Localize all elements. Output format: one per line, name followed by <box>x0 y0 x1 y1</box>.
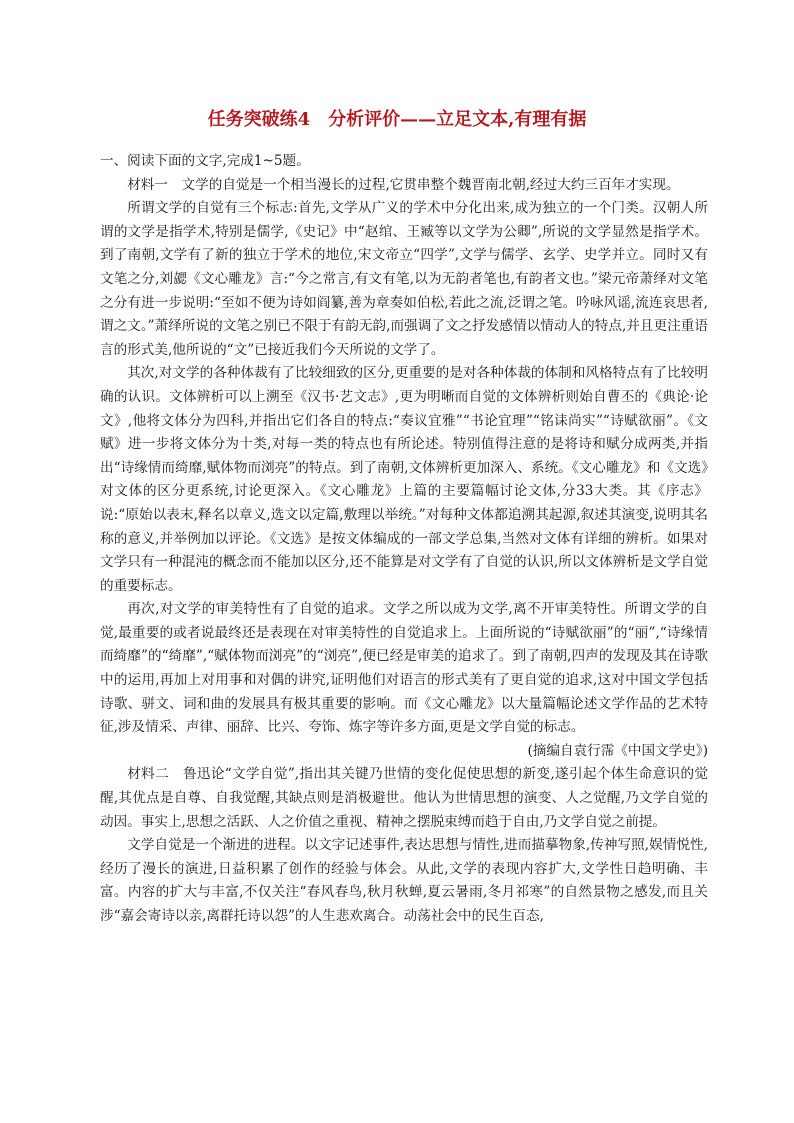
material1-paragraph-3: 其次,对文学的各种体裁有了比较细致的区分,更重要的是对各种体裁的体制和风格特点有了比较明确的认识。文体辨析可以上溯至《汉书·艺文志》,更为明晰而自觉的文体辨析则始自曹丕的《典论·论文》,他将文体分为四科,并指出它们各自的特点:“奏议宜雅”“书论宜理”“铭诔尚实”“诗赋欲丽”。《文赋》进一步将文体分为十类,对每一类的特点也有所论述。特别值得注意的是将诗和赋分成两类,并指出“诗缘情而绮靡,赋体物而浏亮”的特点。到了南朝,文体辨析更加深入、系统。《文心雕龙》和《文选》对文体的区分更系统,讨论更深入。《文心雕龙》上篇的主要篇幅讨论文体,分33大类。其《序志》说:“原始以表末,释名以章义,选文以定篇,敷理以举统。”对每种文体都追溯其起源,叙述其演变,说明其名称的意义,并举例加以评论。《文选》是按文体编成的一部文学总集,当然对文体有详细的辨析。如果对文学只有一种混沌的概念而不能加以区分,还不能算是对文学有了自觉的认识,所以文体辨析是文学自觉的重要标志。 <box>100 365 708 594</box>
material1-source: (摘编自袁行霈《中国文学史》) <box>527 742 708 759</box>
question-instruction: 一、阅读下面的文字,完成1~5题。 <box>100 153 310 169</box>
material1-paragraph-4: 再次,对文学的审美特性有了自觉的追求。文学之所以成为文学,离不开审美特性。所谓文学的自觉,最重要的或者说最终还是表现在对审美特性的自觉追求上。上面所说的“诗赋欲丽”的“丽”,“诗缘情而绮靡”的“绮靡”,“赋体物而浏亮”的“浏亮”,便已经是审美的追求了。到了南朝,四声的发现及其在诗歌中的运用,再加上对用事和对偶的讲究,证明他们对语言的形式美有了更自觉的追求,这对中国文学包括诗歌、骈文、词和曲的发展具有极其重要的影响。而《文心雕龙》以大量篇幅论述文学作品的艺术特征,涉及情采、声律、丽辞、比兴、夸饰、炼字等许多方面,更是文学自觉的标志。 <box>100 601 708 736</box>
material1-paragraph-1: 材料一 文学的自觉是一个相当漫长的过程,它贯串整个魏晋南北朝,经过大约三百年才实现。 <box>127 176 680 193</box>
material2-paragraph-2: 文学自觉是一个渐进的进程。以文字记述事件,表达思想与情性,进而描摹物象,传神写照,娱情悦性,经历了漫长的演进,日益积累了创作的经验与体会。从此,文学的表现内容扩大,文学性日趋明确、丰富。内容的扩大与丰富,不仅关注“春风春鸟,秋月秋蝉,夏云暑雨,冬月祁寒”的自然景物之感发,而且关涉“嘉会寄诗以亲,离群托诗以怨”的人生悲欢离合。动荡社会中的民生百态, <box>100 837 708 924</box>
document-body <box>100 150 708 929</box>
page-title: 任务突破练4 分析评价——立足文本,有理有据 <box>207 109 587 130</box>
material1-paragraph-2: 所谓文学的自觉有三个标志:首先,文学从广义的学术中分化出来,成为独立的一个门类。汉朝人所谓的文学是指学术,特别是儒学,《史记》中“赵绾、王臧等以文学为公卿”,所说的文学显然是指学术。到了南朝,文学有了新的独立于学术的地位,宋文帝立“四学”,文学与儒学、玄学、史学并立。同时又有文笔之分,刘勰《文心雕龙》言:“今之常言,有文有笔,以为无韵者笔也,有韵者文也。”梁元帝萧绎对文笔之分有进一步说明:“至如不便为诗如阎纂,善为章奏如伯松,若此之流,泛谓之笔。吟咏风谣,流连哀思者,谓之文。”萧绎所说的文笔之别已不限于有韵无韵,而强调了文之抒发感情以情动人的特点,并且更注重语言的形式美,他所说的“文”已接近我们今天所说的文学了。 <box>100 200 708 358</box>
material2-paragraph-1: 材料二 鲁迅论“文学自觉”,指出其关键乃世情的变化促使思想的新变,遂引起个体生命意识的觉醒,其优点是自尊、自我觉醒,其缺点则是消极避世。他认为世情思想的演变、人之觉醒,乃文学自觉的动因。事实上,思想之活跃、人之价值之重视、精神之摆脱束缚而趋于自由,乃文学自觉之前提。 <box>100 766 708 830</box>
